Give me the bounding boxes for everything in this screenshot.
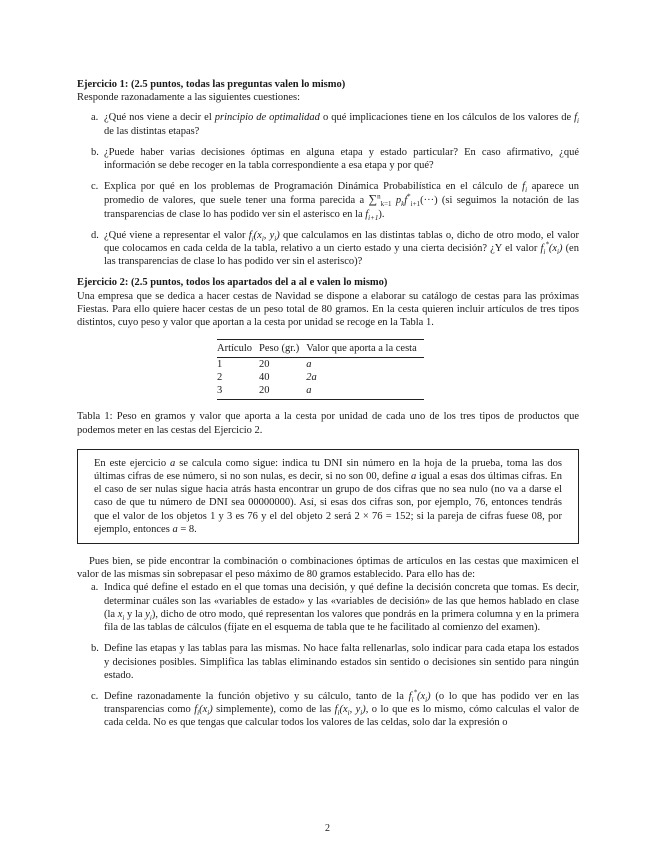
exercise-2-intro: Una empresa que se dedica a hacer cestas de Navidad se dispone a elaborar su catálogo de cestas para las próximas Fiestas. Para ello quiere hacer cestas de un peso total de 80 gramos. En la cesta quieren incluir artículos de tres tipos distintos, cuyo peso y valor que aportan a la cesta por unidad se recoge en la Tabla 1. bbox=[77, 290, 579, 329]
table-cell: 1 bbox=[217, 359, 223, 371]
table-cell: a bbox=[306, 359, 312, 371]
table-header: Valor que aporta a la cesta bbox=[306, 340, 424, 358]
instructions-text: En este ejercicio a se calcula como sigue: indica tu DNI sin número en la hoja de la prueba, toma las dos últimas cifras de ese número, si no son nulas, es decir, si no son 00, define a igual a esas dos últimas cifras. En el caso de ser nulas sigue hacia atrás hasta encontrar un grupo de dos cifras que no sea nulo (no va a darse el caso de que tu número de DNI sea 00000000). Así, si esas dos cifras son, por ejemplo, 76, entonces tendrás que el valor de los objetos 1 y 3 es 76 y el del objeto 2 será 2 × 76 = 152; si la pareja de cifras fuese 08, por ejemplo, entonces a = 8. bbox=[94, 457, 562, 535]
instructions-box bbox=[77, 449, 579, 544]
question-2a: a. Indica qué define el estado en el que tomas una decisión, y qué define la decisión concreta que tomas. Es decir, determinar cuáles son las «variables de estado» y las «variables de decisión» de las que hemos hablado en clase (la $x_i$ y la $y_i$), dicho de otro modo, qué representan los valores que pondrás en la primera columna y en la primera fila de las tablas de cálculos (fíjate en el esquema de tabla que te he facilitado al comienzo del examen). bbox=[91, 582, 579, 634]
math-f-i-xi-yi: $f_i(x_i$, $y_i$) bbox=[248, 229, 280, 243]
item-label: d. bbox=[91, 229, 99, 241]
item-label: a. bbox=[91, 112, 99, 124]
table-cell: 2a bbox=[306, 372, 317, 384]
exercise-1-questions bbox=[77, 111, 579, 268]
exercise-2-paragraph: Pues bien, se pide encontrar la combinación o combinaciones óptimas de artículos en las cestas que maximicen el valor de las mismas sin sobrepasar el peso máximo de 80 gramos establecido. Para ello has de: bbox=[77, 556, 579, 581]
question-1b: b. ¿Puede haber varias decisiones óptimas en alguna etapa y estado particular? En caso afirmativo, ¿qué información se debe recoger en la tabla correspondiente a esa etapa y por qué? bbox=[91, 146, 579, 172]
table-cell: 2 bbox=[217, 372, 223, 384]
exercise-2-title: Ejercicio 2: (2.5 puntos, todos los apartados del a al e valen lo mismo) bbox=[77, 277, 388, 289]
item-label: a. bbox=[91, 582, 99, 594]
item-label: c. bbox=[91, 690, 99, 702]
math-sum-formula: ∑$^n_{k=1}$ $p_kf^*_{i+1}(\cdot\cdot\cdot)$ bbox=[368, 192, 438, 209]
items-table bbox=[217, 339, 424, 400]
table-caption: Tabla 1: Peso en gramos y valor que aporta a la cesta por unidad de cada uno de los tres tipos de productos que podemos meter en las cestas del Ejercicio 2. bbox=[77, 411, 579, 436]
question-1d: d. ¿Qué viene a representar el valor $f_i(x_i$, $y_i$) que calculamos en las distintas tablas o, dicho de otro modo, el valor que colocamos en cada celda de la tabla, relativo a un cierto estado y una cierta decisión? ¿Y el valor $f_i^*(x_i)$ (en las transparencias de clase lo has podido ver sin el asterisco)? bbox=[91, 229, 579, 268]
item-label: c. bbox=[91, 181, 99, 193]
math-y-i: $y_i$ bbox=[145, 608, 152, 622]
question-2b: b. Define las etapas y las tablas para las mismas. No hace falta rellenarlas, solo indicar para cada etapa los estados y decisiones posibles. Simplifica las tablas eliminando estados sin sentido o decisiones sin sentido para ningún estado. bbox=[91, 643, 579, 681]
math-f-i-star: $f_i^*(x_i)$ bbox=[408, 688, 431, 704]
table-row bbox=[217, 358, 424, 372]
exercise-2-questions bbox=[77, 581, 579, 729]
question-1a: a. ¿Qué nos viene a decir el principio de optimalidad o qué implicaciones tiene en los cálculos de los valores de $f_i$ de las distintas etapas? bbox=[91, 112, 579, 137]
table-header: Artículo bbox=[217, 340, 259, 358]
exercise-1-intro: Responde razonadamente a las siguientes cuestiones: bbox=[77, 92, 301, 104]
document-page bbox=[77, 78, 579, 738]
page-number: 2 bbox=[325, 823, 330, 834]
table-cell: a bbox=[306, 384, 424, 400]
math-f-i-xi: $f_i(x_i)$ bbox=[194, 704, 213, 718]
question-2c: c. Define razonadamente la función objetivo y su cálculo, tanto de la $f_i^*(x_i)$ (o lo que has podido ver en las transparencias como $f_i(x_i)$ simplemente), como de las $f_i(x_i$, $y_i$), o lo que es lo mismo, cómo calculas el valor de cada celda. No es que tengas que calcular todos los valores de las celdas, solo dar la expresión o bbox=[91, 688, 579, 729]
math-f-i-xi-yi: $f_i(x_i$, $y_i$) bbox=[334, 704, 366, 718]
math-x-i: $x_i$ bbox=[117, 608, 125, 622]
exercise-1-title: Ejercicio 1: (2.5 puntos, todas las preguntas valen lo mismo) bbox=[77, 79, 346, 90]
table-row bbox=[217, 384, 424, 400]
table-row bbox=[217, 371, 424, 384]
math-f-i: $f_i$ bbox=[574, 112, 579, 126]
table-header-row bbox=[217, 340, 424, 358]
math-f-i: $f_i$ bbox=[522, 181, 528, 195]
math-f-i-star: $f_i^*(x_i)$ bbox=[540, 240, 563, 257]
table-cell: 3 bbox=[217, 384, 259, 400]
item-label: b. bbox=[91, 643, 99, 655]
math-f-i-plus-1: $f_{i+1}$ bbox=[365, 208, 379, 222]
table-cell: 40 bbox=[259, 372, 270, 384]
table-header: Peso (gr.) bbox=[259, 340, 306, 358]
item-label: b. bbox=[91, 146, 99, 158]
table-cell: 20 bbox=[259, 384, 306, 400]
table-cell: 20 bbox=[259, 359, 270, 371]
question-1c: c. Explica por qué en los problemas de Programación Dinámica Probabilística en el cálculo de $f_i$ aparece un promedio de valores, que suele tener una forma parecida a ∑$^n_{k=1}$ $p_kf^*_{i+1}(\cdot\cdot\cdot)$ (si seguimos la notación de las transparencias de clase lo has podido ver sin el asterisco en la $f_{i+1}$). bbox=[91, 181, 580, 222]
